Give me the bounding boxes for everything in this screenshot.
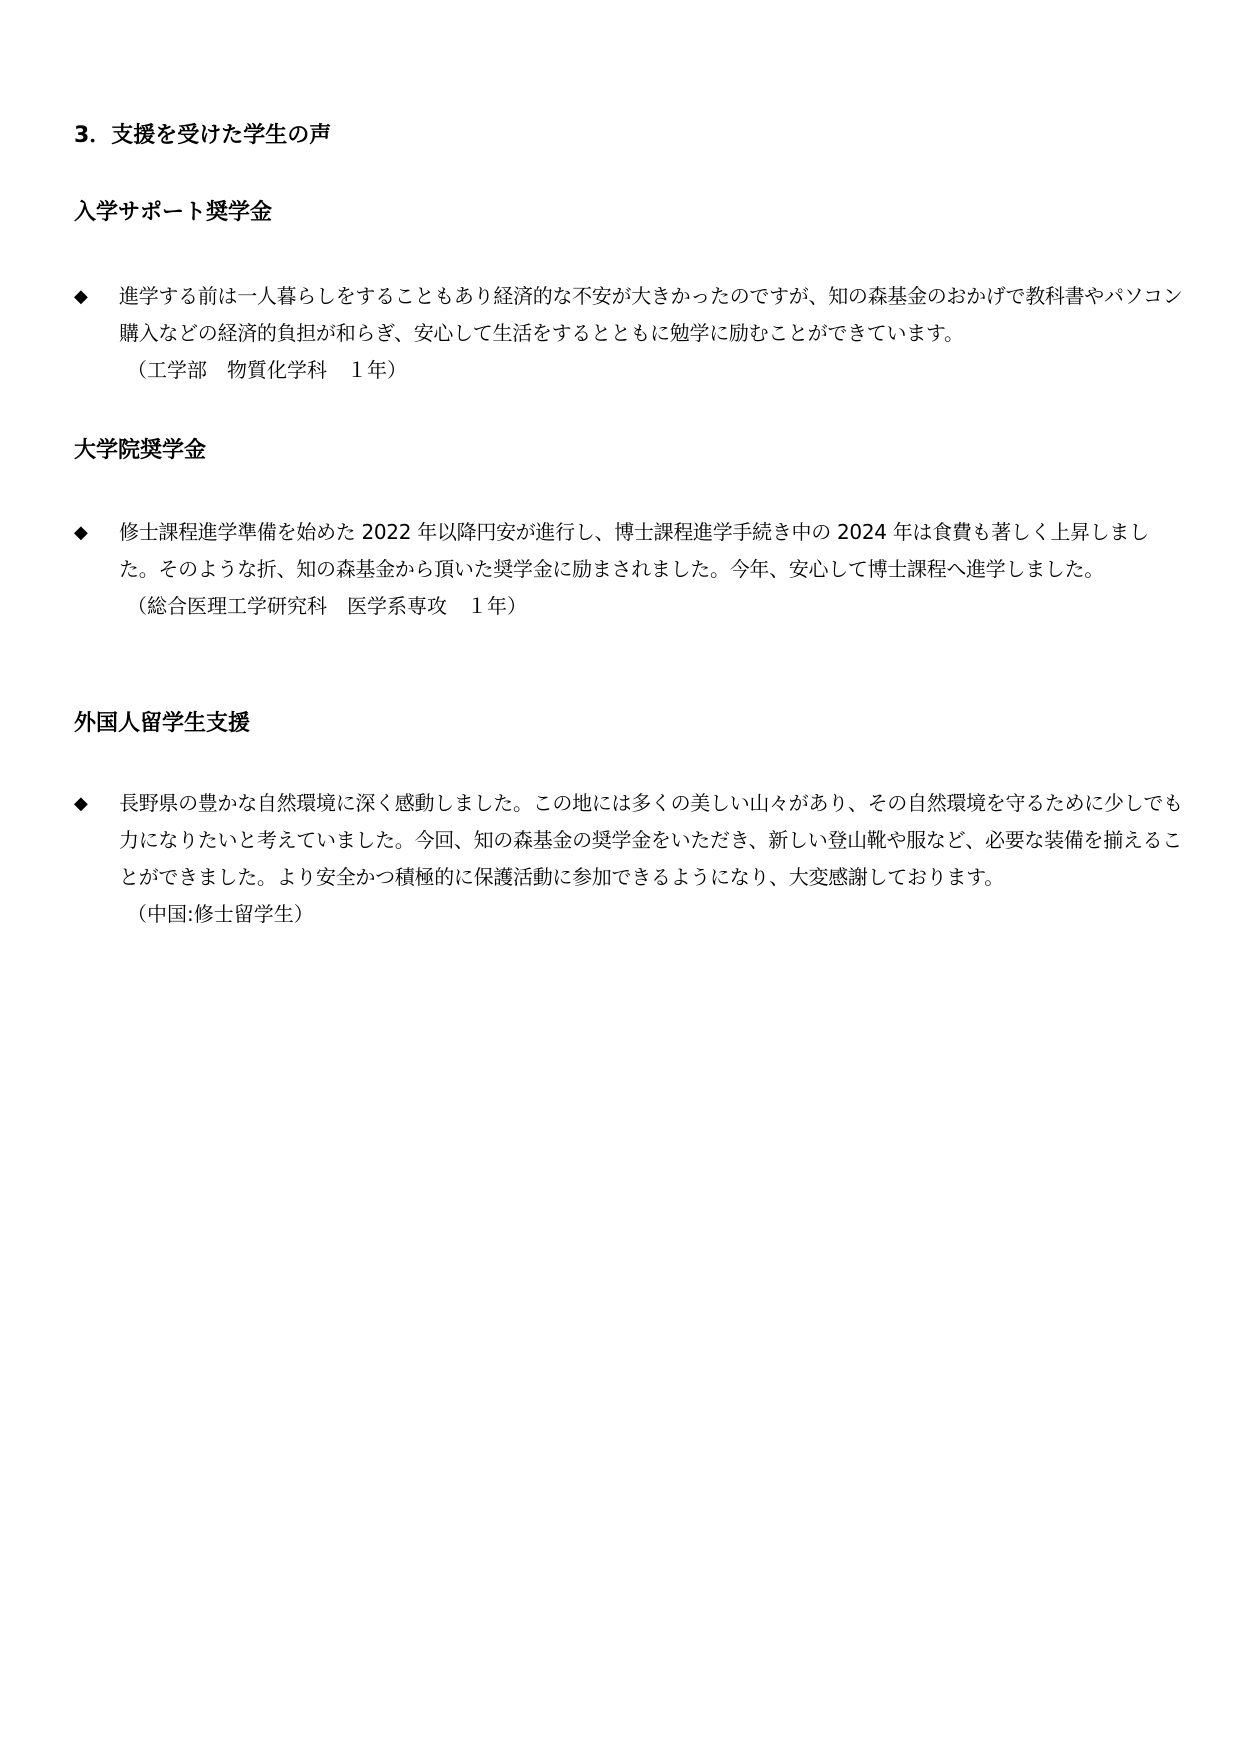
diamond-bullet-icon: ◆ [74,793,88,814]
testimonial-text: 長野県の豊かな自然環境に深く感動しました。この地には多くの美しい山々があり、その自然環境を守るために少しでも力になりたいと考えていました。今回、知の森基金の奨学金をいただき、新しい登山靴や服など、必要な装備を揃えることができました。より安全かつ積極的に保護活動に参加できるようになり、大変感謝しております。 [119,791,1183,889]
testimonial-attribution: （総合医理工学研究科 医学系専攻 １年） [127,594,527,618]
testimonial-text: 修士課程進学準備を始めた 2022 年以降円安が進行し、博士課程進学手続き中の 2024 年は食費も著しく上昇しました。そのような折、知の森基金から頂いた奨学金に励まされました。今年、安心して博士課程へ進学しました。 [119,520,1149,581]
diamond-bullet-icon: ◆ [74,286,88,307]
testimonial-attribution: （中国:修士留学生） [127,902,314,926]
testimonial-admission [74,278,1184,389]
testimonial-text: 進学する前は一人暮らしをすることもあり経済的な不安が大きかったのですが、知の森基金のおかげで教科書やパソコン購入などの経済的負担が和らぎ、安心して生活をするとともに勉学に励むことができています。 [119,284,1183,345]
testimonial-attribution: （工学部 物質化学科 １年） [127,358,407,382]
section-title: 3．支援を受けた学生の声 [74,123,332,148]
diamond-bullet-icon: ◆ [74,522,88,543]
scholarship-heading-admission: 入学サポート奨学金 [74,200,273,225]
testimonial-international [74,785,1184,933]
scholarship-heading-graduate: 大学院奨学金 [74,438,207,463]
scholarship-heading-international: 外国人留学生支援 [74,711,251,736]
testimonial-graduate [74,514,1184,625]
